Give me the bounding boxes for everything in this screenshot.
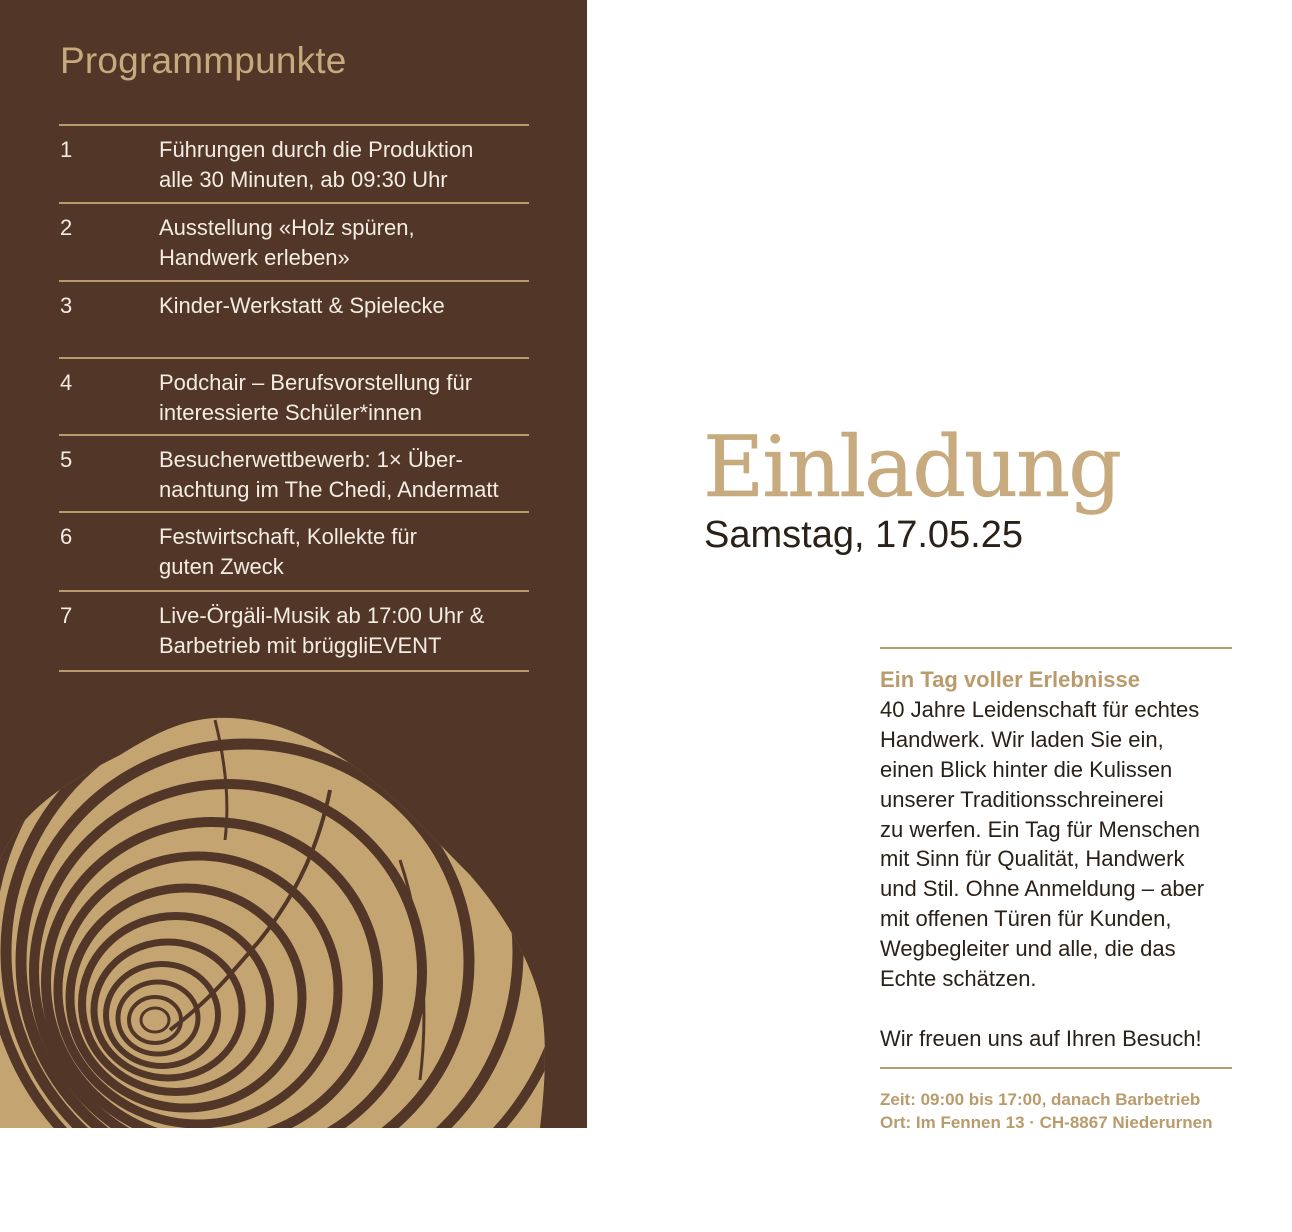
info-body-line: Wegbegleiter und alle, die das [880,936,1176,962]
program-item-text [159,135,531,195]
program-item-line: interessierte Schüler*innen [159,400,422,425]
event-details [880,1088,1213,1134]
info-body-line: 40 Jahre Leidenschaft für echtes [880,696,1200,722]
program-item-line: guten Zweck [159,554,284,579]
program-item-text [159,445,531,505]
program-item-number: 7 [60,603,73,628]
program-item-line: Barbetrieb mit brüggliEVENT [159,633,442,658]
program-item-text [159,291,531,321]
info-heading: Ein Tag voller Erlebnisse [880,667,1141,692]
program-item-number: 5 [60,447,73,472]
divider-bottom [880,1067,1232,1069]
event-time: Zeit: 09:00 bis 17:00, danach Barbetrieb [880,1090,1201,1109]
info-body-line: mit offenen Türen für Kunden, [880,906,1172,932]
info-block [880,665,1240,1054]
invitation-title: Einladung [703,418,1120,516]
program-item-line: Handwerk erleben» [159,245,350,270]
program-panel [0,0,587,1128]
program-item-line: Live-Örgäli-Musik ab 17:00 Uhr & [159,603,485,628]
program-item [59,359,529,436]
program-item [59,513,529,592]
program-item-number: 4 [60,370,73,395]
program-item-line: Ausstellung «Holz spüren, [159,215,415,240]
program-item-line: Podchair – Berufsvorstellung für [159,370,473,395]
program-item-line: nachtung im The Chedi, Andermatt [159,477,499,502]
event-location: Ort: Im Fennen 13 · CH-8867 Niederurnen [880,1113,1213,1132]
program-item-text [159,368,531,428]
program-item-line: Besucherwettbewerb: 1× Über- [159,447,463,472]
program-item-line: alle 30 Minuten, ab 09:30 Uhr [159,167,448,192]
program-item-text [159,522,531,582]
info-body-line: einen Blick hinter die Kulissen [880,756,1173,782]
event-date: Samstag, 17.05.25 [704,514,1023,556]
program-item [59,282,529,359]
program-title: Programmpunkte [60,40,347,81]
program-item [59,436,529,513]
program-item-line: Kinder-Werkstatt & Spielecke [159,293,445,318]
program-item-text [159,213,531,273]
program-item-line: Führungen durch die Produktion [159,137,474,162]
info-body-line: Handwerk. Wir laden Sie ein, [880,726,1164,752]
program-list [59,124,529,672]
program-item-number: 2 [60,215,73,240]
program-item-number: 6 [60,524,73,549]
info-closing: Wir freuen uns auf Ihren Besuch! [880,1025,1202,1051]
program-item-number: 1 [60,137,73,162]
program-item-text [159,601,531,661]
program-item-number: 3 [60,293,73,318]
info-body-line: und Stil. Ohne Anmeldung – aber [880,876,1205,902]
divider-top [880,647,1232,649]
wood-rings-illustration [0,700,587,1128]
info-body-line: unserer Traditionsschreinerei [880,786,1164,812]
program-item [59,126,529,204]
info-body-line: mit Sinn für Qualität, Handwerk [880,846,1185,872]
info-body-line: zu werfen. Ein Tag für Menschen [880,816,1200,842]
program-item-line: Festwirtschaft, Kollekte für [159,524,417,549]
info-body-line: Echte schätzen. [880,966,1037,992]
program-item [59,204,529,282]
program-item [59,592,529,672]
